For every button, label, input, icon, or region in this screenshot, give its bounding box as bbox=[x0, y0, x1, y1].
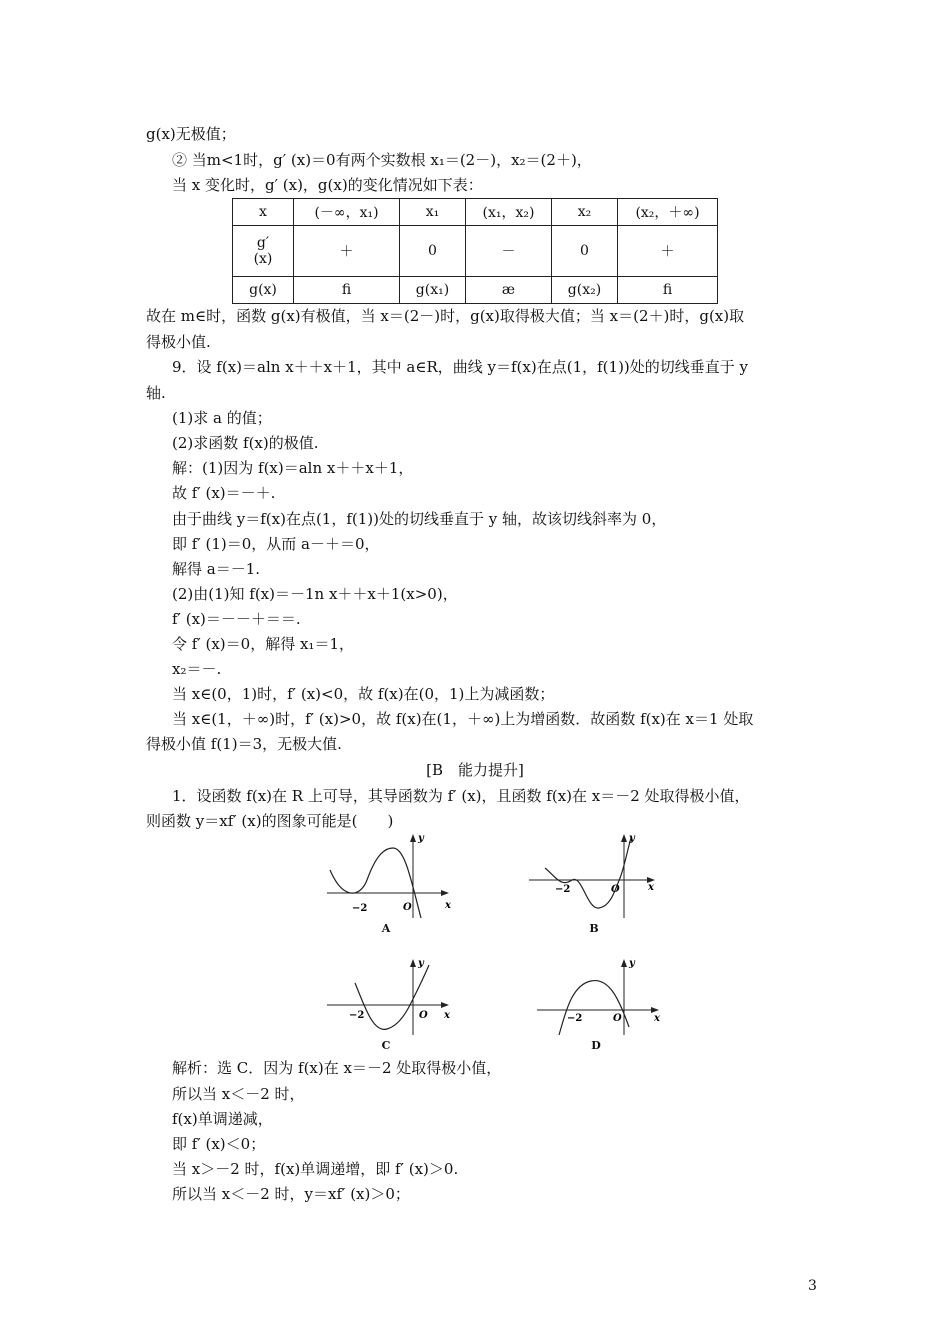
axis-y-label: y bbox=[418, 833, 424, 844]
tick-label: −2 bbox=[352, 903, 368, 914]
table-cell: (x₂，＋∞) bbox=[618, 199, 718, 226]
table-cell: (－∞，x₁) bbox=[294, 199, 400, 226]
table-cell: (x₁，x₂) bbox=[466, 199, 552, 226]
section-title: [B 能力提升] bbox=[426, 761, 524, 779]
text-line: x₂＝－. bbox=[172, 660, 222, 678]
text-line: 1．设函数 f(x)在 R 上可导，其导函数为 f′ (x)，且函数 f(x)在 x＝－2 处取得极小值， bbox=[172, 787, 750, 805]
table-cell: － bbox=[466, 226, 552, 277]
table-cell: ＋ bbox=[294, 226, 400, 277]
graph-b bbox=[527, 830, 662, 920]
text-line: 解：(1)因为 f(x)＝aln x＋＋x＋1， bbox=[172, 459, 414, 477]
origin-label: O bbox=[611, 884, 620, 895]
table-cell: x bbox=[233, 199, 294, 226]
text-line: (1)求 a 的值； bbox=[172, 409, 272, 427]
text-line: f(x)单调递减， bbox=[172, 1110, 273, 1128]
origin-label: O bbox=[403, 902, 412, 913]
text-line: 解析：选 C．因为 f(x)在 x＝－2 处取得极小值， bbox=[172, 1059, 502, 1077]
text-line: (2)求函数 f(x)的极值. bbox=[172, 434, 319, 452]
text-line: 当 x∈(1，＋∞)时，f′ (x)>0，故 f(x)在(1，＋∞)上为增函数．故函数 f(x)在 x＝1 处取 bbox=[172, 710, 754, 728]
text-line: 故 f′ (x)＝－＋. bbox=[172, 484, 276, 502]
axis-x-label: x bbox=[654, 1013, 660, 1024]
text-line: 当 x＞－2 时，f(x)单调递增，即 f′ (x)＞0. bbox=[172, 1160, 459, 1178]
text-line: (2)由(1)知 f(x)＝－1n x＋＋x＋1(x>0)， bbox=[172, 585, 458, 603]
tick-label: −2 bbox=[349, 1010, 365, 1021]
text-line: ② 当m<1时，g′ (x)＝0有两个实数根 x₁＝(2－)，x₂＝(2＋)， bbox=[172, 151, 592, 169]
text-line: 所以当 x＜－2 时，y＝xf′ (x)＞0； bbox=[172, 1185, 410, 1203]
text-line: 9．设 f(x)＝aln x＋＋x＋1，其中 a∈R，曲线 y＝f(x)在点(1，f(1))处的切线垂直于 y bbox=[172, 358, 749, 376]
graph-caption: A bbox=[381, 922, 391, 935]
graph-d bbox=[535, 955, 665, 1037]
page-number: 3 bbox=[808, 1278, 817, 1294]
text-line: g(x)无极值； bbox=[146, 125, 236, 143]
axis-x-label: x bbox=[445, 900, 451, 911]
table-label-top: g′ bbox=[256, 235, 270, 251]
table-cell: 0 bbox=[400, 226, 466, 277]
table-cell: g(x₁) bbox=[400, 277, 466, 304]
text-line: 即 f′ (1)＝0，从而 a－＋＝0， bbox=[172, 535, 380, 553]
axis-y-label: y bbox=[629, 833, 635, 844]
table-cell: g(x) bbox=[233, 277, 294, 304]
table-cell: g(x₂) bbox=[552, 277, 618, 304]
text-line: 令 f′ (x)＝0，解得 x₁＝1， bbox=[172, 635, 354, 653]
text-line: 即 f′ (x)＜0； bbox=[172, 1135, 266, 1153]
table-cell: ＋ bbox=[618, 226, 718, 277]
table-cell: ﬁ bbox=[618, 277, 718, 304]
axis-y-label: y bbox=[629, 958, 635, 969]
text-line: f′ (x)＝－－＋＝＝. bbox=[172, 610, 301, 628]
text-line: 得极小值. bbox=[146, 333, 211, 351]
text-line: 轴. bbox=[146, 384, 166, 402]
text-line: 解得 a＝－1. bbox=[172, 560, 261, 578]
table-cell-label bbox=[233, 226, 294, 277]
variation-table bbox=[232, 198, 718, 304]
table-cell: x₁ bbox=[400, 199, 466, 226]
table-label-bottom: (x) bbox=[253, 251, 273, 267]
text-line: 则函数 y＝xf′ (x)的图象可能是( ) bbox=[146, 812, 394, 830]
text-line: 由于曲线 y＝f(x)在点(1，f(1))处的切线垂直于 y 轴，故该切线斜率为 0， bbox=[172, 510, 667, 528]
origin-label: O bbox=[419, 1010, 428, 1021]
table-cell: æ bbox=[466, 277, 552, 304]
origin-label: O bbox=[613, 1013, 622, 1024]
axis-x-label: x bbox=[444, 1010, 450, 1021]
graph-caption: D bbox=[591, 1039, 601, 1052]
axis-x-label: x bbox=[648, 882, 654, 893]
text-line: 所以当 x＜－2 时， bbox=[172, 1085, 305, 1103]
table-cell: 0 bbox=[552, 226, 618, 277]
tick-label: −2 bbox=[555, 884, 571, 895]
graph-c bbox=[325, 955, 455, 1037]
text-line: 得极小值 f(1)＝3，无极大值. bbox=[146, 735, 342, 753]
table-cell: ﬁ bbox=[294, 277, 400, 304]
graph-caption: C bbox=[381, 1039, 391, 1052]
tick-label: −2 bbox=[567, 1013, 583, 1024]
text-line: 当 x 变化时，g′ (x)，g(x)的变化情况如下表： bbox=[172, 176, 483, 194]
graph-a bbox=[325, 830, 455, 920]
graph-caption: B bbox=[589, 922, 599, 935]
axis-y-label: y bbox=[418, 958, 424, 969]
text-line: 故在 m∈时，函数 g(x)有极值，当 x＝(2－)时，g(x)取得极大值；当 x＝(2＋)时，g(x)取 bbox=[146, 307, 745, 325]
table-cell: x₂ bbox=[552, 199, 618, 226]
text-line: 当 x∈(0，1)时，f′ (x)<0，故 f(x)在(0，1)上为减函数； bbox=[172, 685, 555, 703]
